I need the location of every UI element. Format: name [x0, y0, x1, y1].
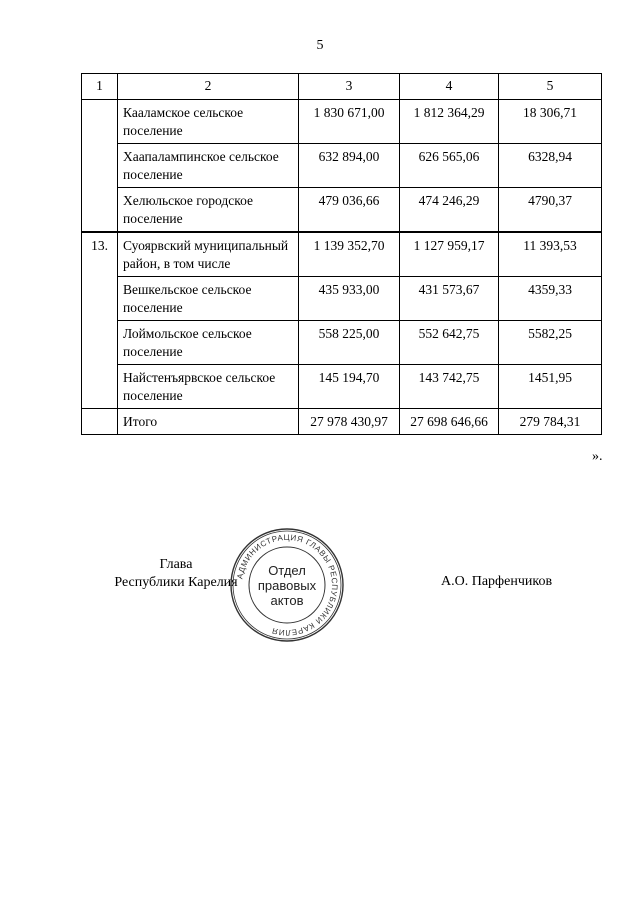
signatory-title-line1: Глава: [159, 557, 193, 572]
value-col5: 4359,33: [499, 277, 602, 321]
value-col5: 5582,25: [499, 321, 602, 365]
value-col4: 431 573,67: [400, 277, 499, 321]
header-cell-4: 4: [400, 74, 499, 100]
stamp-line2: правовых: [257, 578, 317, 593]
table-row: [82, 188, 602, 233]
table-header-row: [82, 74, 602, 100]
value-col3: 1 830 671,00: [299, 100, 400, 144]
total-col3: 27 978 430,97: [299, 409, 400, 435]
value-col5: 4790,37: [499, 188, 602, 233]
value-col4: 1 812 364,29: [400, 100, 499, 144]
value-col5: 1451,95: [499, 365, 602, 409]
row-index: 13.: [82, 232, 118, 409]
header-cell-5: 5: [499, 74, 602, 100]
value-col4: 143 742,75: [400, 365, 499, 409]
header-cell-1: 1: [82, 74, 118, 100]
value-col4: 626 565,06: [400, 144, 499, 188]
row-index: [82, 100, 118, 233]
signatory-title: [108, 556, 244, 592]
total-col4: 27 698 646,66: [400, 409, 499, 435]
signatory-name: А.О. Парфенчиков: [441, 574, 553, 589]
table-row: [82, 232, 602, 277]
district-name: Суоярвский муниципальный район, в том числе: [118, 232, 299, 277]
stamp-seal: [229, 527, 345, 643]
settlement-name: Кааламское сельское поселение: [118, 100, 299, 144]
table-row: [82, 144, 602, 188]
table-row: [82, 365, 602, 409]
settlement-name: Лоймольское сельское поселение: [118, 321, 299, 365]
total-row: [82, 409, 602, 435]
allocation-table: [81, 73, 602, 435]
closing-quote: ».: [592, 449, 603, 464]
settlement-name: Вешкельское сельское поселение: [118, 277, 299, 321]
header-cell-2: 2: [118, 74, 299, 100]
total-col5: 279 784,31: [499, 409, 602, 435]
total-label: Итого: [118, 409, 299, 435]
signatory-title-line2: Республики Карелия: [114, 575, 238, 590]
table-row: [82, 321, 602, 365]
value-col3: 632 894,00: [299, 144, 400, 188]
stamp-ring-text: АДМИНИСТРАЦИЯ ГЛАВЫ РЕСПУБЛИКИ КАРЕЛИЯ: [235, 532, 340, 638]
value-col5: 6328,94: [499, 144, 602, 188]
value-col3: 145 194,70: [299, 365, 400, 409]
value-col3: 479 036,66: [299, 188, 400, 233]
stamp-line3: актов: [270, 593, 304, 608]
value-col4: 1 127 959,17: [400, 232, 499, 277]
header-cell-3: 3: [299, 74, 400, 100]
page-number: 5: [316, 38, 324, 53]
settlement-name: Найстенъярвское сельское поселение: [118, 365, 299, 409]
value-col4: 474 246,29: [400, 188, 499, 233]
value-col3: 1 139 352,70: [299, 232, 400, 277]
value-col4: 552 642,75: [400, 321, 499, 365]
settlement-name: Хаапалампинское сельское поселение: [118, 144, 299, 188]
value-col5: 11 393,53: [499, 232, 602, 277]
stamp-line1: Отдел: [268, 563, 306, 578]
table-row: [82, 277, 602, 321]
value-col3: 435 933,00: [299, 277, 400, 321]
row-index: [82, 409, 118, 435]
value-col5: 18 306,71: [499, 100, 602, 144]
table-row: [82, 100, 602, 144]
settlement-name: Хелюльское городское поселение: [118, 188, 299, 233]
value-col3: 558 225,00: [299, 321, 400, 365]
